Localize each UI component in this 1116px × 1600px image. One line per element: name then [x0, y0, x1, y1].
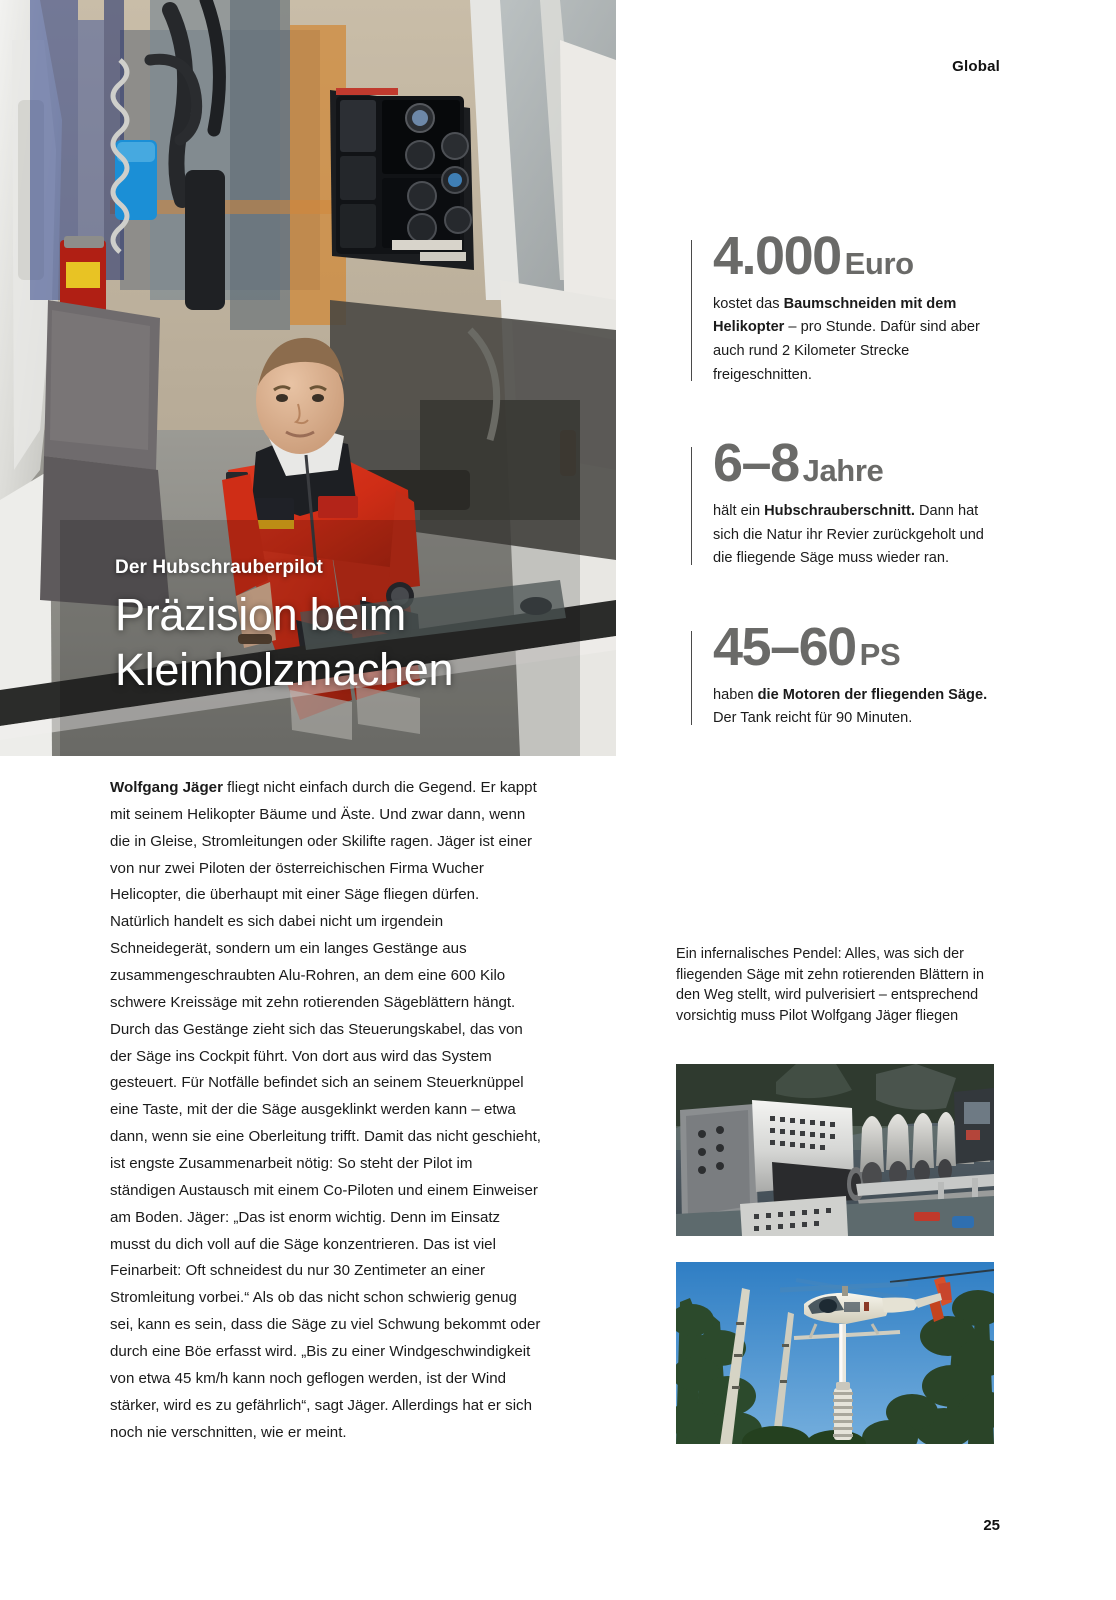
stat-unit-power: PS — [859, 636, 901, 672]
side-photo-flying-saw — [676, 1064, 994, 1236]
article-body — [110, 775, 542, 1446]
stat-text-cost-bold: Baumschneiden mit dem Helikopter — [713, 295, 957, 336]
statistics-column — [691, 228, 991, 731]
stat-text-power-part1: haben — [713, 686, 758, 703]
hero-headline-line-2: Kleinholzmachen — [115, 644, 454, 696]
stat-figure-cost — [713, 228, 991, 285]
stat-unit-cost: Euro — [844, 246, 914, 281]
stat-text-cost — [713, 293, 991, 388]
running-head-section-label: Global — [952, 58, 1000, 75]
stat-text-power — [713, 684, 991, 731]
helicopter-forest-illustration — [676, 1262, 994, 1444]
stat-text-cost-part1: kostet das — [713, 295, 784, 312]
stat-block-cost — [691, 228, 991, 387]
stat-value-duration: 6–8 — [713, 433, 799, 494]
hero-kicker: Der Hubschrauberpilot — [115, 557, 323, 579]
side-photo-helicopter-over-forest — [676, 1262, 994, 1444]
photo-caption: Ein infernalisches Pendel: Alles, was sich der fliegenden Säge mit zehn rotierenden Blättern in den Weg stellt, wird pulverisiert – entsprechend vorsichtig muss Pilot Wolfgang Jäger fliegen — [676, 946, 985, 1025]
hero-text-overlay — [115, 557, 545, 698]
stat-block-duration — [691, 435, 991, 571]
stat-text-cost-part2: – pro Stunde. Dafür sind aber auch rund 2 Kilometer Strecke freigeschnitten. — [713, 319, 980, 383]
stat-value-power: 45–60 — [713, 616, 856, 677]
hero-headline — [115, 588, 545, 698]
stat-unit-duration: Jahre — [802, 453, 884, 489]
hero-photo — [0, 0, 616, 756]
stat-text-duration-part2: Dann hat sich die Natur ihr Revier zurückgeholt und die fliegende Säge muss wieder ran. — [713, 502, 984, 567]
page-number: 25 — [983, 1517, 1000, 1534]
article-body-text: fliegt nicht einfach durch die Gegend. Er kappt mit seinem Helikopter Bäume und Äste. Und zwar dann, wenn die in Gleise, Stromleitungen oder Skilifte ragen. Jäger ist einer von nur zwei Piloten der österreichischen Firma Wucher Helicopter, die überhaupt mit einer Säge fliegen dürfen. Natürlich handelt es sich dabei nicht um irgendein Schneidegerät, sondern um ein langes Gestänge aus zusammengeschraubten Alu-Rohren, an dem eine 600 Kilo schwere Kreissäge mit zehn rotierenden Sägeblättern hängt. Durch das Gestänge zieht sich das Steuerungskabel, das von der Säge ins Cockpit führt. Von dort aus wird das System gesteuert. Für Notfälle befindet sich an seinem Steuerknüppel eine Taste, mit der die Säge ausgeklinkt werden kann – etwa dann, wenn sie eine Oberleitung trifft. Damit das nicht geschieht, ist engste Zusammenarbeit nötig: So steht der Pilot im ständigen Austausch mit einem Co-Piloten und einem Einweiser am Boden. Jäger: „Das ist enorm wichtig. Denn im Einsatz musst du dich voll auf die Säge konzentrieren. Das ist viel Feinarbeit: Oft schneidest du nur 30 Zentimeter an einer Stromleitung vorbei.“ Als ob das nicht schon schwierig genug sei, kann es sein, dass die Säge zu viel Schwung bekommt oder durch eine Böe erfasst wird. „Bis zu einer Windgeschwindigkeit von etwa 45 km/h kann noch geflogen werden, ist der Wind stärker, wird es zu gefährlich“, sagt Jäger. Allerdings hat er sich noch nie verschnitten, wie er meint. — [110, 779, 541, 1441]
stat-value-cost: 4.000 — [713, 226, 841, 286]
stat-text-duration — [713, 500, 991, 571]
stat-text-duration-part1: hält ein — [713, 502, 765, 519]
stat-text-duration-bold: Hubschrauberschnitt. — [764, 502, 915, 519]
article-lead-in: Wolfgang Jäger — [110, 779, 223, 796]
stat-text-power-bold: die Motoren der fliegenden Säge. — [757, 686, 988, 703]
stat-figure-power — [713, 616, 991, 677]
stat-text-power-part2: Der Tank reicht für 90 Minuten. — [713, 710, 913, 727]
stat-block-power — [691, 616, 991, 731]
flying-saw-illustration — [676, 1064, 994, 1236]
hero-headline-line-1: Präzision beim — [115, 589, 406, 641]
stat-figure-duration — [713, 435, 991, 492]
